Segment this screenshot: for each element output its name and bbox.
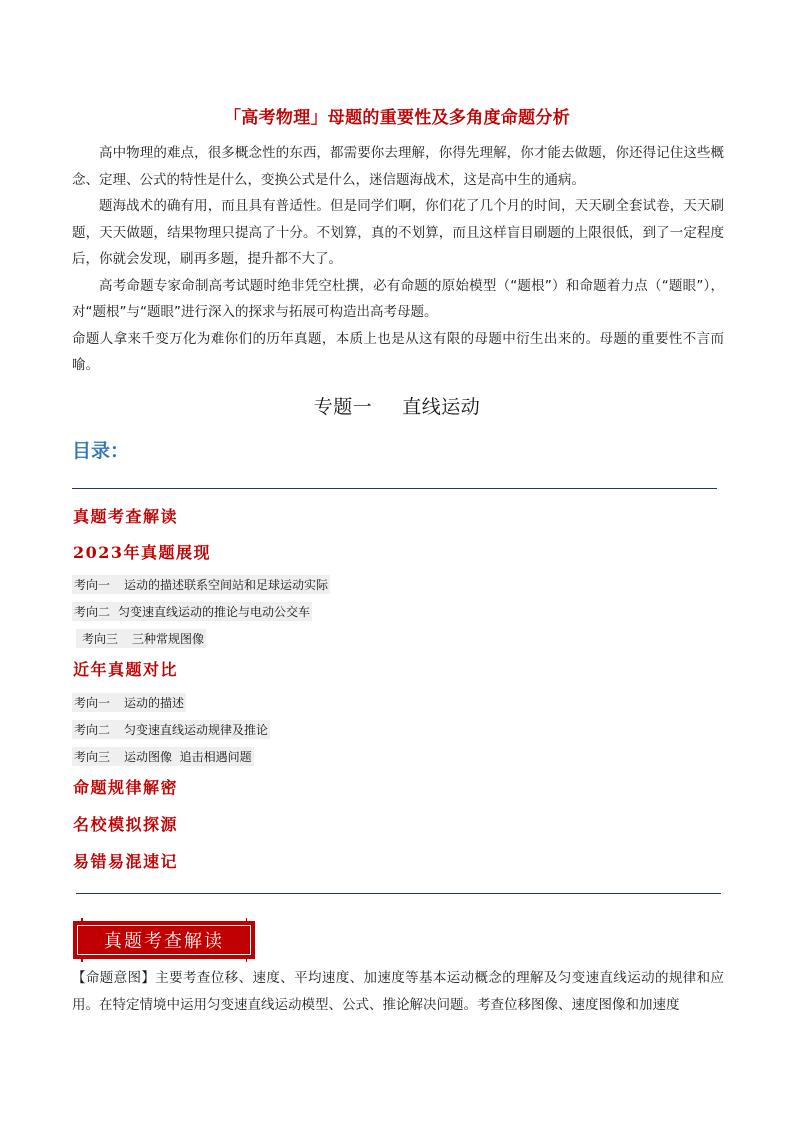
intro-paragraph-4: 命题人拿来千变万化为难你们的历年真题，本质上也是从这有限的母题中衍生出来的。母题的重要性不言而喻。: [72, 330, 724, 373]
toc-item-text: 运动的描述联系空间站和足球运动实际: [124, 578, 329, 592]
toc-item-text: 匀变速直线运动的推论与电动公交车: [118, 605, 311, 619]
topic-number: 专题一: [313, 396, 373, 418]
toc-item-key: 考向三: [82, 632, 119, 646]
toc-link-mock-exams[interactable]: 名校模拟探源: [73, 815, 179, 834]
toc-item-key: 考向二: [74, 723, 111, 737]
toc-item-key: 考向三: [74, 750, 111, 764]
toc-link-recent-exams[interactable]: 近年真题对比: [73, 660, 179, 679]
toc-link-common-errors[interactable]: 易错易混速记: [73, 852, 179, 871]
toc-item-text: 运动图像 追击相遇问题: [124, 750, 252, 764]
intro-paragraph-1: 高中物理的难点，很多概念性的东西，都需要你去理解，你得先理解，你才能去做题，你还得记住这些概念、定理、公式的特性是什么，变换公式是什么，迷信题海战术，这是高中生的通病。: [72, 145, 724, 188]
toc-bottom-divider: [76, 893, 721, 894]
toc-heading: 目录：: [72, 440, 130, 462]
toc-link-patterns[interactable]: 命题规律解密: [73, 778, 179, 797]
intro-paragraph-3: 高考命题专家命制高考试题时绝非凭空杜撰，必有命题的原始模型（“题根”）和命题着力点（“题眼”），对“题根”与“题眼”进行深入的探求与拓展可构造出高考母题。: [72, 277, 724, 320]
section-banner-label: 真题考查解读: [77, 925, 251, 955]
toc-item-recent-1[interactable]: [72, 693, 186, 712]
toc-item-text: 运动的描述: [124, 696, 185, 710]
intro-text: [72, 140, 724, 379]
toc-item-2023-1[interactable]: [72, 575, 330, 594]
toc-top-divider: [72, 488, 717, 489]
toc-link-exam-analysis[interactable]: 真题考查解读: [73, 507, 179, 526]
toc-link-2023-exams[interactable]: 2023年真题展现: [73, 543, 212, 562]
topic-name: 直线运动: [402, 396, 481, 418]
toc-item-key: 考向二: [74, 605, 111, 619]
toc-item-recent-2[interactable]: [72, 720, 270, 739]
section-banner: [73, 921, 255, 959]
toc-item-text: 三种常规图像: [132, 632, 205, 646]
toc-item-key: 考向一: [74, 578, 111, 592]
toc-item-key: 考向一: [74, 696, 111, 710]
toc-item-text: 匀变速直线运动规律及推论: [124, 723, 269, 737]
intro-paragraph-2: 题海战术的确有用，而且具有普适性。但是同学们啊，你们花了几个月的时间，天天刷全套试卷，天天刷题，天天做题，结果物理只提高了十分。不划算，真的不划算，而且这样盲目刷题的上限很低，到了一定程度后，你就会发现，刷再多题，提升都不大了。: [72, 198, 724, 267]
toc-item-recent-3[interactable]: [72, 747, 254, 766]
page-title: 「高考物理」母题的重要性及多角度命题分析: [224, 108, 570, 128]
toc-item-2023-3[interactable]: [76, 629, 206, 648]
topic-title: [0, 392, 794, 419]
intent-paragraph: 【命题意图】主要考查位移、速度、平均速度、加速度等基本运动概念的理解及匀变速直线运动的规律和应用。在特定情境中运用匀变速直线运动模型、公式、推论解决问题。考查位移图像、速度图像和加速度: [72, 970, 724, 1013]
toc-item-2023-2[interactable]: [72, 602, 312, 621]
